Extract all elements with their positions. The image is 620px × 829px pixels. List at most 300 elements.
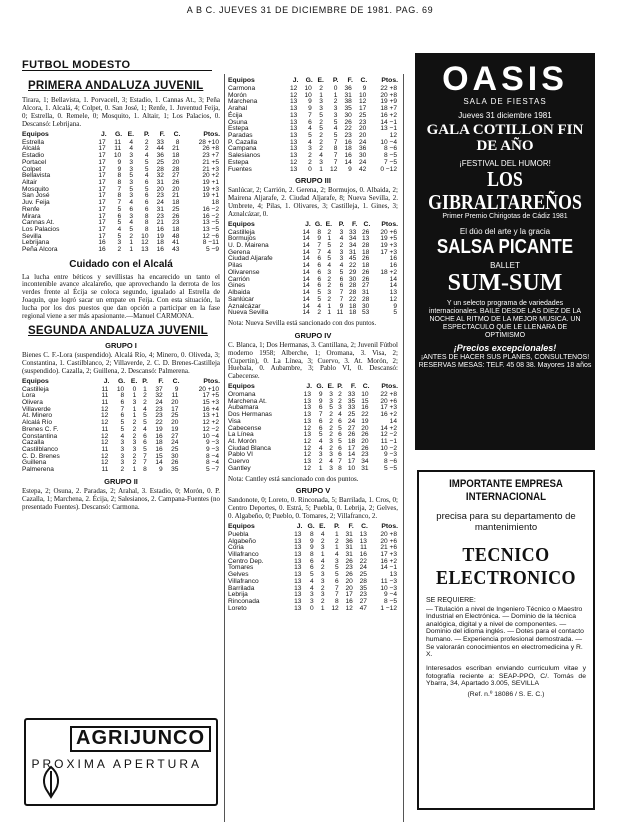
stat-cell: 25: [347, 411, 356, 419]
stat-cell: 17 +3: [380, 404, 397, 412]
stat-cell: 13: [359, 537, 367, 545]
stat-cell: 36: [344, 84, 352, 92]
stat-cell: 5: [144, 165, 149, 173]
team-name: Algabeño: [228, 537, 256, 545]
stat-cell: 24: [358, 158, 367, 166]
stat-cell: 19: [361, 417, 369, 425]
column-header: E.: [319, 522, 326, 530]
stat-cell: 12: [331, 604, 339, 612]
column-header: Ptos.: [381, 522, 398, 530]
results-paragraph: Sandonote, 0; Loreto, 0. Rinconada, 5; Barrilada, 1. Cros, 0; Centro Deportes, 0. Estrá, 5; Puebla, 0. Lebrija, 2; Gelves, 0. Algabeño, 0; Pueblo, 0. Tomares, 2; Villafranco, 2.: [228, 496, 398, 521]
team-name: Salesianos: [228, 152, 261, 160]
stat-cell: 20: [358, 131, 367, 139]
stat-cell: 18 +7: [380, 105, 397, 113]
stat-cell: 35: [359, 584, 367, 592]
oasis-sumsum: SUM-SUM: [447, 269, 563, 296]
stat-cell: 8: [309, 551, 314, 559]
stat-cell: 16: [344, 138, 352, 146]
stat-cell: 13 +1: [202, 412, 219, 420]
team-name: At. Morón: [228, 437, 257, 445]
stat-cell: 13: [303, 390, 312, 398]
column-header: J.: [103, 377, 110, 385]
team-name: Altair: [22, 178, 38, 186]
stat-cell: 20: [358, 125, 367, 133]
stat-cell: 31: [344, 91, 352, 99]
stat-cell: 2: [144, 145, 149, 153]
stat-cell: 13: [294, 530, 302, 538]
team-name: Marchena: [228, 98, 258, 106]
stat-cell: 30: [362, 302, 370, 310]
stat-cell: 1: [319, 91, 323, 99]
stat-cell: 12: [303, 437, 312, 445]
stat-cell: 9: [117, 158, 122, 166]
stat-cell: 6: [339, 275, 344, 283]
stat-cell: 2: [335, 537, 339, 545]
stat-cell: 41: [172, 239, 180, 247]
team-name: Fuentes: [228, 165, 252, 173]
stat-cell: 10 −2: [380, 444, 397, 452]
stat-cell: 2: [129, 232, 134, 240]
stat-cell: 6: [144, 205, 149, 213]
team-name: Gantley: [228, 464, 251, 472]
stat-cell: 18: [347, 437, 356, 445]
stat-cell: 6: [129, 205, 134, 213]
stat-cell: 15: [361, 397, 369, 405]
column-header: F.: [350, 383, 357, 390]
stat-cell: 27: [362, 282, 370, 290]
team-name: Visa: [228, 417, 241, 425]
standings-table: [22, 132, 220, 254]
team-name: Aznalcázar: [228, 302, 261, 310]
stat-cell: 20: [361, 437, 369, 445]
stat-cell: 26: [172, 212, 180, 220]
stat-cell: 4: [129, 199, 134, 207]
oasis-ad: [415, 53, 595, 450]
stat-cell: 10: [347, 464, 356, 472]
stat-cell: 1: [318, 464, 323, 472]
stat-cell: 30: [171, 452, 179, 460]
column-header: E.: [127, 130, 135, 138]
table-row: [228, 99, 398, 106]
stat-cell: 4: [319, 152, 323, 160]
stat-cell: 9: [158, 466, 163, 474]
stat-cell: 6: [120, 412, 125, 420]
stat-cell: 3: [338, 404, 342, 412]
stat-cell: 11: [114, 138, 122, 146]
stat-cell: 8 −6: [383, 145, 397, 153]
stat-cell: 16 −2: [202, 205, 219, 213]
stat-cell: 16: [98, 246, 106, 254]
agrijunco-tagline: PROXIMA APERTURA: [31, 756, 202, 771]
stat-cell: 17: [98, 205, 106, 213]
stat-cell: 1: [319, 165, 323, 173]
stat-cell: 2: [327, 275, 332, 283]
stat-cell: 6: [144, 199, 149, 207]
stat-cell: 23: [155, 412, 163, 420]
stat-cell: 8: [144, 219, 149, 227]
stat-cell: 1: [132, 466, 137, 474]
team-name: Portacel: [22, 158, 47, 166]
team-name: Palmerena: [22, 466, 54, 474]
stat-cell: 2: [117, 246, 122, 254]
job-requirements: — Titulación a nivel de Ingeniero Técnico o Maestro Industrial en Electrónica. — Dominio de la técnica analógica, digital y a nivel de componentes. — Dominio del idioma inglés. — Dotes para el contacto humano. — Experiencia profesional demostrada. — Se valorarán conocimientos en electromedicina y R. X.: [426, 605, 584, 659]
stat-cell: 6: [143, 432, 147, 440]
team-name: La Línea: [228, 431, 254, 439]
stat-cell: 19: [171, 425, 179, 433]
team-name: Cannas At.: [22, 219, 55, 227]
stat-cell: 14 −1: [380, 118, 397, 126]
table-row: [228, 126, 398, 133]
stat-cell: 14 +2: [380, 424, 397, 432]
stat-cell: 5: [144, 185, 149, 193]
article-paragraph: La lucha entre béticos y sevillistas ha encarecido un tanto el incontenible avance alcalareño, que aprovechando la derrota de los verdes frente al Écija se coloca segundo, igualado al Estrella de Joaquín, que logró sacar un empate en Feija. Con esta situación, la lucha por los dos puestos que dan opción a participar en la fase regional viene a ser más apasionante.—Manuel CARMONA.: [22, 272, 220, 320]
stat-cell: 9: [308, 98, 312, 106]
stat-cell: 9: [318, 390, 323, 398]
stat-cell: 35: [347, 397, 356, 405]
stat-cell: 36: [358, 145, 367, 153]
table-row: [22, 193, 220, 200]
team-name: Gerena: [228, 248, 250, 256]
table-body: [228, 532, 398, 613]
stat-cell: 35: [171, 466, 179, 474]
stat-cell: 6: [144, 192, 149, 200]
stat-cell: 14: [302, 275, 310, 283]
team-name: Villafranco: [228, 577, 259, 585]
table-header: [22, 132, 220, 140]
team-name: Carmona: [228, 84, 256, 92]
stat-cell: 35: [344, 105, 352, 113]
stat-cell: 4: [308, 125, 312, 133]
stat-cell: 18: [156, 239, 164, 247]
stat-cell: 9: [117, 165, 122, 173]
stat-cell: 20 +2: [202, 172, 219, 180]
team-name: Castilleja: [228, 228, 255, 236]
stat-cell: 14: [389, 417, 397, 425]
column-header: Ptos.: [381, 77, 398, 84]
stat-cell: 1: [327, 309, 332, 317]
stat-cell: 5: [129, 185, 134, 193]
table-row: [228, 153, 398, 160]
stat-cell: 26: [362, 268, 370, 276]
table-row: [228, 243, 398, 250]
stat-cell: 28: [156, 165, 164, 173]
stat-cell: 2: [333, 98, 338, 106]
table-row: [22, 234, 220, 241]
stat-cell: 12 −2: [202, 425, 219, 433]
stat-cell: 16: [156, 225, 164, 233]
stat-cell: 20 +8: [380, 91, 397, 99]
table-row: [228, 606, 398, 613]
oasis-program: Y un selecto programa de variedades internacionales. BAILE DESDE LAS DIEZ DE LA NOCHE AL RITMO DE LA MEJOR MUSICA. UN ESPECTACULO QUE LE LLENARA DE OPTIMISMO: [428, 299, 582, 340]
stat-cell: 2: [319, 138, 323, 146]
stat-cell: 10 −4: [202, 432, 219, 440]
stat-cell: 9 −3: [205, 446, 219, 453]
table-body: [22, 140, 220, 254]
stat-cell: 10: [361, 390, 369, 398]
stat-cell: 5: [309, 571, 314, 579]
stat-cell: 14 −1: [380, 564, 397, 572]
column-header: Ptos.: [381, 383, 398, 390]
oasis-salsa: SALSA PICANTE: [436, 235, 574, 258]
stat-cell: 12: [101, 419, 109, 427]
stat-cell: 5: [335, 564, 339, 572]
stat-cell: 21: [156, 219, 164, 227]
stat-cell: 1: [327, 302, 332, 310]
team-name: Paradas: [228, 131, 253, 139]
stat-cell: 11: [336, 309, 344, 317]
stat-cell: 1: [320, 551, 325, 559]
stat-cell: 9 −3: [383, 451, 397, 459]
stat-cell: 4: [129, 219, 134, 227]
stat-cell: 12: [345, 604, 353, 612]
stat-cell: 13: [389, 571, 397, 579]
stat-cell: 17: [347, 458, 356, 466]
column-header: F.: [159, 130, 165, 138]
team-name: C. D. Brenes: [22, 452, 60, 460]
stat-cell: 18: [172, 225, 180, 233]
stat-cell: 8: [117, 172, 122, 180]
team-name: Carrión: [228, 275, 250, 283]
table-row: [228, 167, 398, 174]
team-name: Mirara: [22, 212, 41, 220]
stat-cell: 13: [303, 431, 312, 439]
stat-cell: 2: [120, 466, 125, 474]
stat-cell: 3: [319, 105, 323, 113]
stat-cell: 3: [319, 98, 323, 106]
stat-cell: 17: [98, 158, 106, 166]
stat-cell: 17: [98, 138, 106, 146]
stat-cell: 5: [327, 242, 332, 250]
stat-cell: 4: [317, 302, 322, 310]
stat-cell: 6: [309, 564, 314, 572]
section-rule: [22, 70, 212, 71]
stat-cell: 27: [359, 598, 367, 606]
stat-cell: 3: [129, 192, 134, 200]
stat-cell: 22: [155, 419, 163, 427]
stat-cell: 11: [101, 392, 109, 400]
stat-cell: 6: [309, 557, 314, 565]
stat-cell: 14: [302, 262, 310, 270]
group-label: GRUPO IV: [294, 330, 332, 340]
stat-cell: 12: [101, 452, 109, 460]
stat-cell: 13: [290, 138, 298, 146]
results-paragraph: C. Blanca, 1; Dos Hermanas, 3. Cantillana, 2; Juvenil Fútbol moderno 1958; Alberche, 1; Oromana, 3. Visa, 2; (Cupertin), 0. La Línea, 3; Cuervo, 3. At. Morón, 2; Huebala, 0. Aubambre, 3; Pablo VI, 0. Descansó: Cabecense.: [228, 340, 398, 381]
job-company: IMPORTANTE EMPRESA INTERNACIONAL: [449, 478, 563, 504]
stat-cell: 23: [172, 219, 180, 227]
stat-cell: 21 +3: [202, 165, 219, 173]
table-row: [228, 459, 398, 466]
stat-cell: 3: [333, 105, 338, 113]
stat-cell: 24: [347, 417, 356, 425]
stat-cell: 17 +3: [380, 551, 397, 559]
stat-cell: 14: [302, 268, 310, 276]
stat-cell: 7: [333, 158, 338, 166]
table-row: [228, 256, 398, 263]
team-name: Peña Alcora: [22, 246, 58, 254]
stat-cell: 3: [129, 212, 134, 220]
stat-cell: 7: [335, 591, 339, 599]
stat-cell: 0: [309, 604, 314, 612]
stat-cell: 23: [155, 405, 163, 413]
column-header: G.: [114, 130, 123, 138]
column-header: F.: [158, 377, 164, 385]
stat-cell: 12: [303, 451, 312, 459]
stat-cell: 7: [317, 242, 322, 250]
stat-cell: 18: [362, 262, 370, 270]
stat-cell: 13: [294, 537, 302, 545]
stat-cell: 5: [317, 295, 322, 303]
note-paragraph: Nota: Cantley está sancionado con dos puntos.: [228, 474, 359, 483]
stat-cell: 2: [143, 398, 147, 406]
stat-cell: 4: [308, 138, 312, 146]
stat-cell: 2: [132, 419, 137, 427]
stat-cell: 16: [361, 404, 369, 412]
stat-cell: 13: [294, 577, 302, 585]
column-header: P.: [142, 377, 148, 385]
team-name: Estepa: [228, 158, 249, 166]
table-body: [228, 230, 398, 317]
oasis-band: LOS GIBRALTAREÑOS: [428, 167, 582, 214]
stat-cell: 3: [327, 289, 332, 297]
team-name: Sanlúcar: [228, 295, 255, 303]
stat-cell: 12: [290, 91, 298, 99]
stat-cell: 17: [98, 232, 106, 240]
stat-cell: 2: [338, 397, 342, 405]
team-name: Cabecense: [228, 424, 262, 432]
column-header: F.: [348, 522, 354, 530]
stat-cell: 17: [98, 225, 106, 233]
stat-cell: 17: [345, 591, 353, 599]
stat-cell: 18: [211, 199, 219, 207]
table-row: [22, 247, 220, 254]
stat-cell: 12 −6: [202, 232, 219, 240]
column-header: G.: [307, 522, 315, 530]
stat-cell: 10: [304, 91, 312, 99]
stat-cell: 26: [345, 571, 353, 579]
stat-cell: 1: [335, 544, 339, 552]
stat-cell: 3: [329, 437, 333, 445]
stat-cell: 5: [129, 225, 134, 233]
stat-cell: 7: [117, 185, 122, 193]
stat-cell: 12: [303, 444, 312, 452]
team-name: Marchena At.: [228, 397, 267, 405]
oasis-date: Jueves 31 diciembre 1981: [458, 111, 552, 121]
standings-table: [228, 78, 398, 173]
table-row: [228, 277, 398, 284]
column-header: Equipos: [228, 522, 255, 530]
stat-cell: 11: [360, 544, 367, 552]
stat-cell: 36: [345, 537, 353, 545]
stat-cell: 9: [318, 397, 323, 405]
stat-cell: 13: [290, 145, 298, 153]
column-divider: [224, 74, 225, 822]
group-label: GRUPO III: [295, 176, 331, 186]
stat-cell: 2: [308, 152, 312, 160]
stat-cell: 3: [120, 439, 125, 447]
table-row: [228, 446, 398, 453]
stat-cell: 16: [389, 255, 397, 263]
stat-cell: 13: [294, 564, 302, 572]
table-row: [228, 106, 398, 113]
stat-cell: 19 +1: [202, 192, 219, 200]
stat-cell: 18: [344, 145, 352, 153]
team-name: At. Minero: [22, 412, 53, 420]
team-name: Villafranco: [228, 551, 259, 559]
stat-cell: 19 +3: [202, 185, 219, 193]
stat-cell: 11: [101, 398, 109, 406]
stat-cell: 16: [389, 262, 397, 270]
stat-cell: 13: [359, 530, 367, 538]
left-column: [22, 76, 220, 816]
stat-cell: 9: [308, 105, 312, 113]
stat-cell: 13: [290, 152, 298, 160]
stat-cell: 8: [117, 178, 122, 186]
table-body: [22, 387, 220, 474]
stat-cell: 2: [144, 138, 149, 146]
stat-cell: 20: [171, 398, 179, 406]
stat-cell: 20 +8: [380, 530, 397, 538]
column-header: J.: [101, 130, 107, 138]
stat-cell: 9 −3: [205, 439, 219, 447]
stat-cell: 5: [339, 268, 344, 276]
stat-cell: 8 −5: [383, 598, 397, 606]
stat-cell: 2: [308, 158, 312, 166]
stat-cell: 8 −6: [383, 458, 397, 466]
stat-cell: 17: [98, 219, 106, 227]
table-row: [228, 160, 398, 167]
stat-cell: 14: [155, 459, 163, 467]
stat-cell: 2: [329, 431, 333, 439]
team-name: Coria: [228, 544, 244, 552]
stat-cell: 13: [389, 289, 397, 297]
stat-cell: 26: [345, 557, 353, 565]
stat-cell: 2: [320, 584, 325, 592]
stat-cell: 13: [294, 604, 302, 612]
agrijunco-ad: [24, 718, 218, 806]
stat-cell: 2: [339, 242, 344, 250]
stat-cell: 7: [120, 405, 125, 413]
column-header: J.: [292, 77, 299, 84]
stat-cell: 2: [132, 452, 137, 460]
stat-cell: 7 −5: [383, 158, 397, 166]
stat-cell: 3: [329, 451, 333, 459]
stat-cell: 26: [171, 459, 179, 467]
stat-cell: 3: [117, 239, 122, 247]
stat-cell: 2: [320, 598, 325, 606]
column-header: F.: [352, 220, 358, 228]
stat-cell: 14: [389, 282, 397, 290]
stat-cell: 25: [171, 412, 179, 420]
stat-cell: 16: [345, 598, 353, 606]
stat-cell: 23 +7: [202, 152, 219, 160]
oasis-band-note: Primer Premio Chirigotas de Cádiz 1981: [442, 213, 568, 221]
table-row: [228, 86, 398, 93]
oasis-ballet: BALLET: [490, 261, 520, 271]
stat-cell: 12: [330, 165, 338, 173]
results-paragraph: Estepa, 2; Osuna, 2. Paradas, 2; Arahal, 3. Estadio, 0; Morón, 0. P. Cazalla, 1; Marchena, 2. Écija, 2; Salesianos, 2. Campana-Fuentes (no presentado Fuentes). Descansó: Carmona.: [22, 486, 220, 511]
team-name: Albaida: [228, 289, 250, 297]
team-name: Renfe: [22, 205, 40, 213]
team-name: Gelves: [228, 571, 249, 579]
column-header: J.: [296, 522, 303, 530]
stat-cell: 12 +2: [202, 419, 219, 427]
note-paragraph: Nota: Nueva Sevilla está sancionado con dos puntos.: [228, 318, 377, 327]
column-header: F.: [347, 77, 353, 84]
stat-cell: 5: [129, 172, 134, 180]
column-header: E.: [130, 377, 138, 385]
stat-cell: 45: [348, 255, 357, 263]
stat-cell: 2: [327, 228, 332, 236]
